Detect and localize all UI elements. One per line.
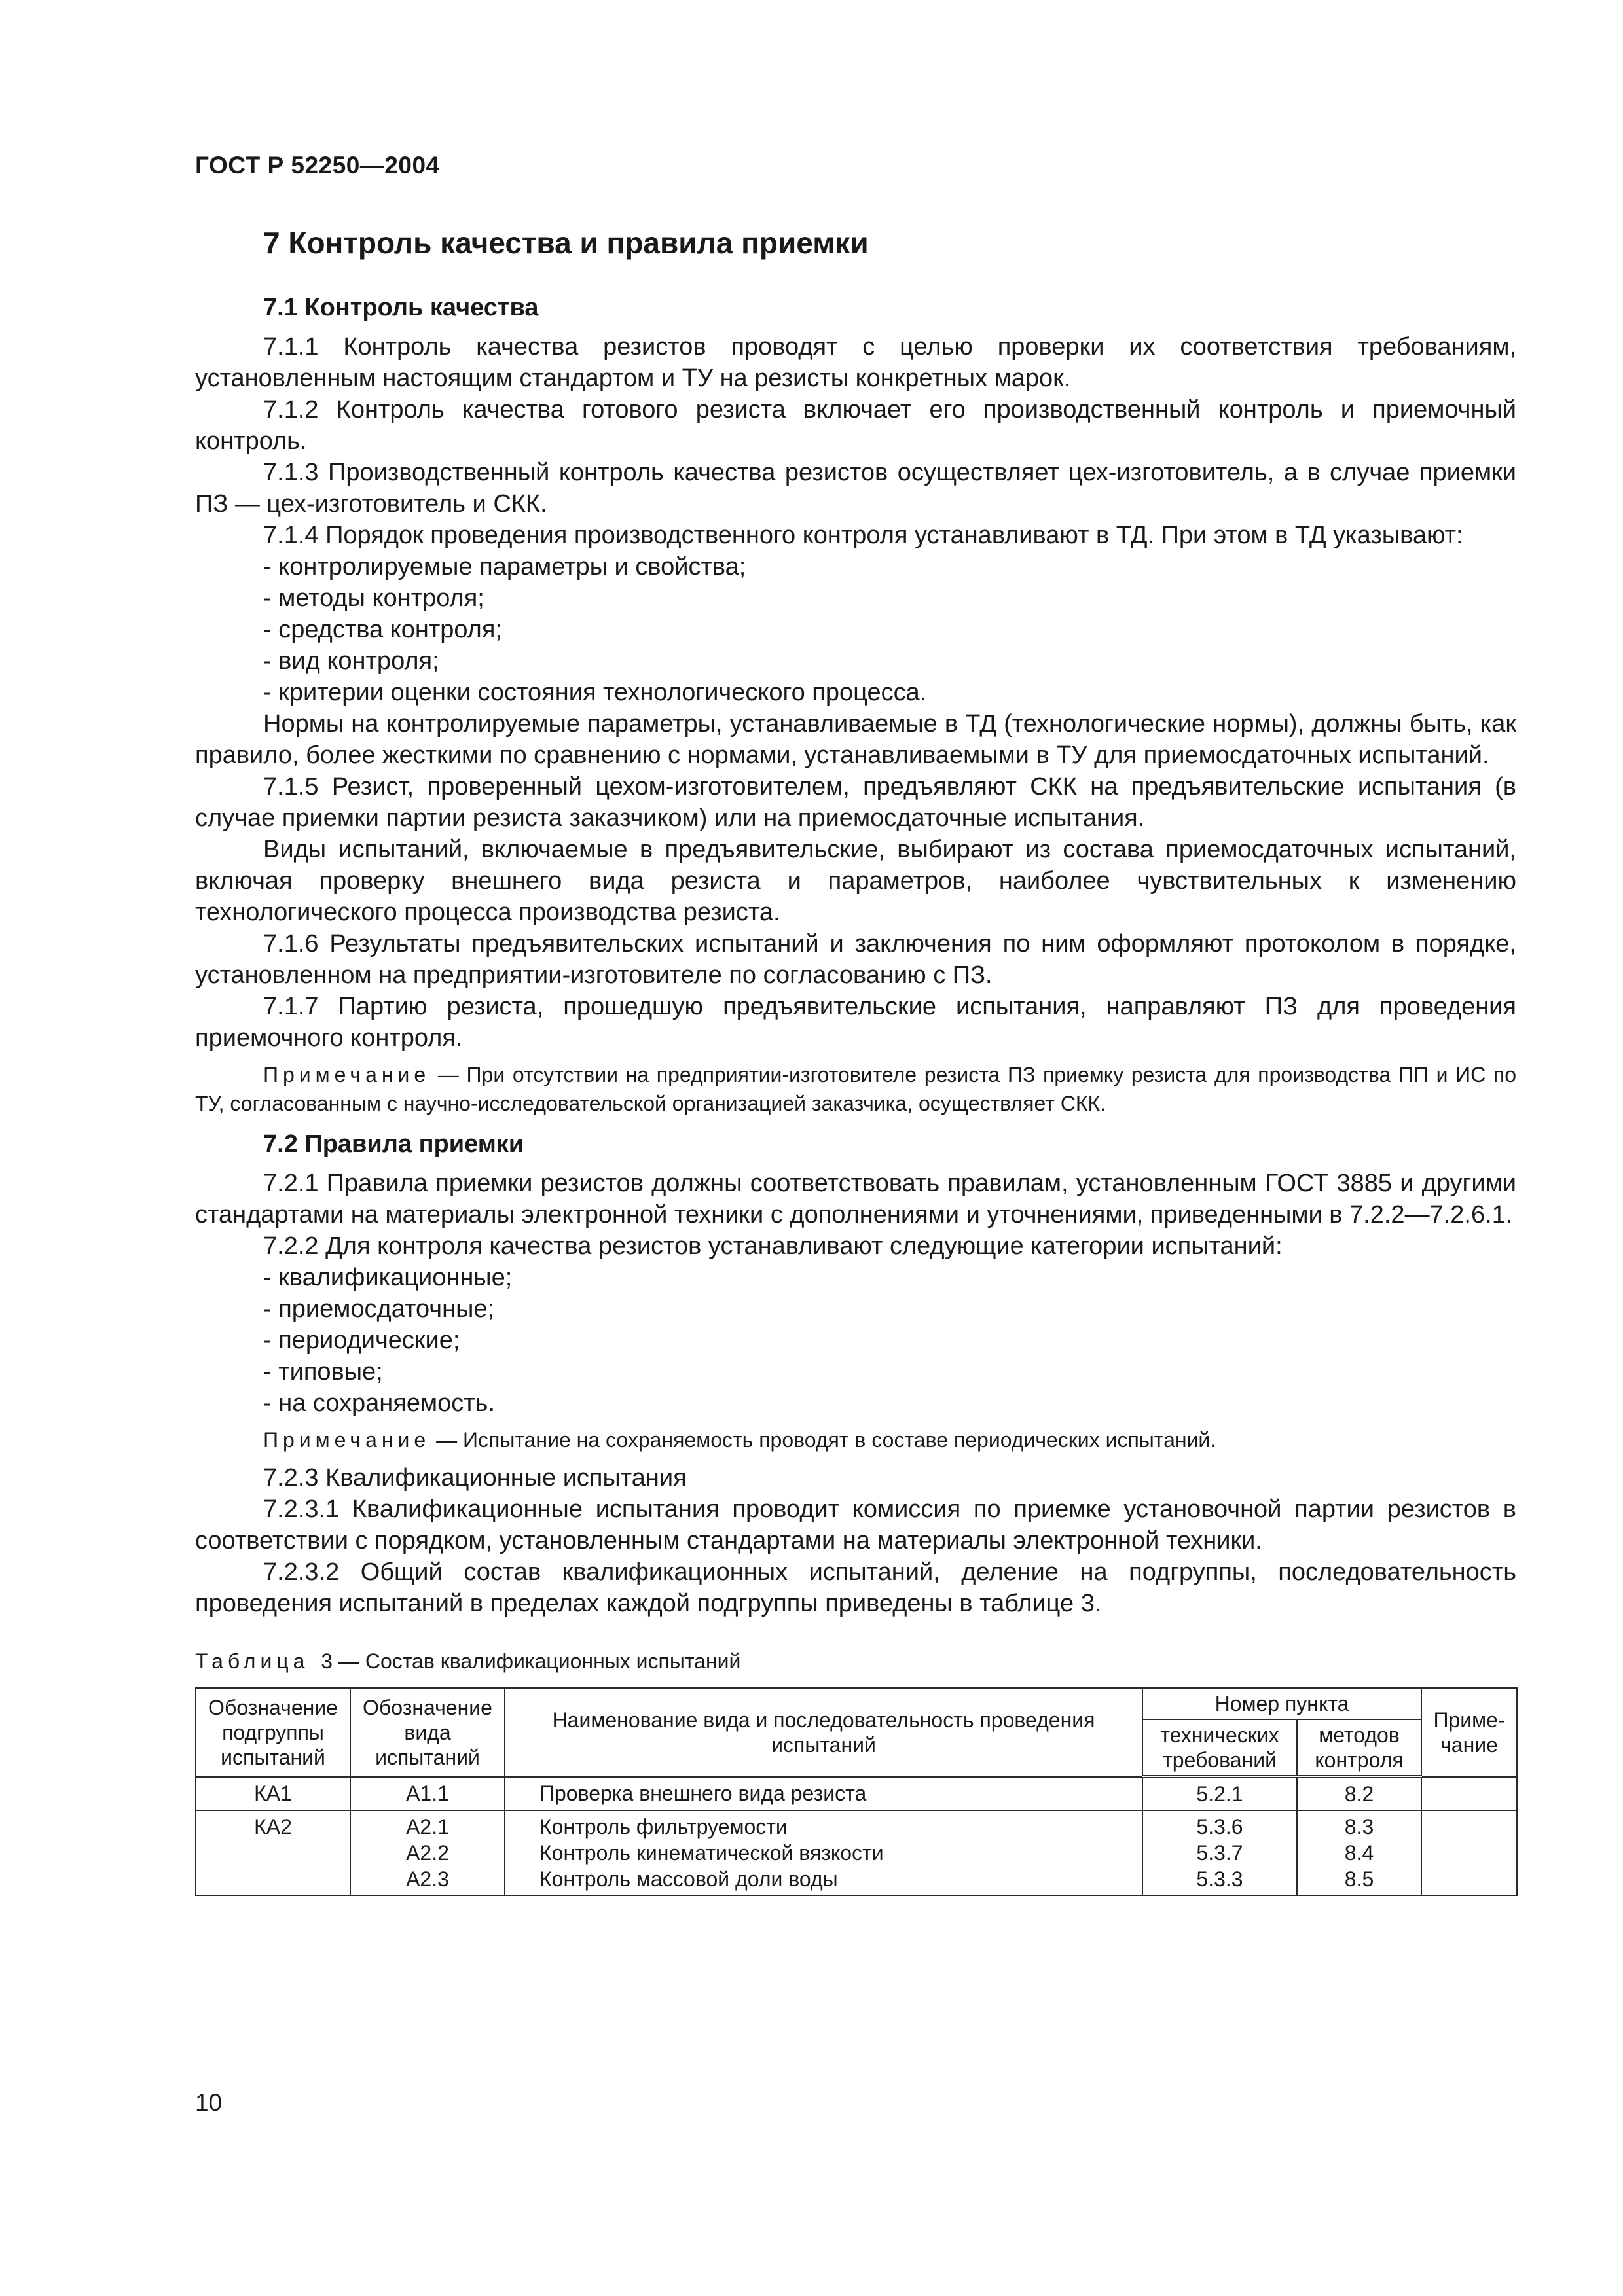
note-label: Примечание	[263, 1428, 431, 1452]
paragraph-norms: Нормы на контролируемые параметры, устанавливаемые в ТД (технологические нормы), должны быть, как правило, более жесткими по сравнению с нормами, устанавливаемыми в ТУ для приемосдаточных испытаний.	[195, 710, 1516, 769]
list-item: - на сохраняемость.	[263, 1390, 496, 1417]
cell-requirement: 5.2.1	[1142, 1777, 1297, 1811]
cell-line	[1427, 1814, 1511, 1840]
header-note: Приме-чание	[1421, 1688, 1517, 1777]
list-item: - контролируемые параметры и свойства;	[263, 553, 746, 581]
subsection-title-acceptance-rules: 7.2 Правила приемки	[263, 1130, 524, 1158]
cell-test-type	[350, 1810, 505, 1895]
note-storage-test	[195, 1426, 1516, 1454]
cell-note	[1421, 1777, 1517, 1811]
cell-subgroup: КА1	[196, 1777, 350, 1811]
header-subgroup: Обозначение подгруппы испытаний	[196, 1688, 350, 1777]
list-item: - квалификационные;	[263, 1264, 513, 1291]
cell-line: А2.3	[406, 1867, 449, 1891]
cell-line	[202, 1840, 344, 1866]
header-test-type: Обозначение вида испытаний	[350, 1688, 505, 1777]
table-header-row	[196, 1688, 1517, 1719]
cell-line: 5.3.3	[1196, 1867, 1243, 1891]
list-item: - средства контроля;	[263, 616, 502, 643]
paragraph-7-1-6: 7.1.6 Результаты предъявительских испытаний и заключения по ним оформляют протоколом в порядке, установленном на предприятии-изготовителе по согласованию с ПЗ.	[195, 930, 1516, 989]
cell-line: 5.3.7	[1196, 1841, 1243, 1865]
section-title: 7 Контроль качества и правила приемки	[263, 226, 869, 260]
note-text: — Испытание на сохраняемость проводят в составе периодических испытаний.	[430, 1428, 1216, 1452]
cell-test-name: Проверка внешнего вида резиста	[505, 1777, 1142, 1811]
cell-line: 8.5	[1344, 1867, 1374, 1891]
list-item: - приемосдаточные;	[263, 1295, 495, 1323]
qualification-tests-table	[195, 1687, 1518, 1896]
cell-line: КА2	[254, 1815, 292, 1839]
paragraph-7-2-1: 7.2.1 Правила приемки резистов должны соответствовать правилам, установленным ГОСТ 3885 и другими стандартами на материалы электронной техники с дополнениями и уточнениями, приведенными в 7.2.2—7.2.6.1.	[195, 1170, 1516, 1229]
cell-method	[1297, 1810, 1421, 1895]
header-test-name: Наименование вида и последовательность проведения испытаний	[505, 1688, 1142, 1777]
note-label: Примечание	[263, 1063, 431, 1086]
cell-note	[1421, 1810, 1517, 1895]
table-caption	[195, 1647, 1516, 1676]
paragraph-7-1-4: 7.1.4 Порядок проведения производственного контроля устанавливают в ТД. При этом в ТД указывают:	[263, 522, 1463, 549]
cell-line: Контроль фильтруемости	[539, 1815, 788, 1839]
document-code: ГОСТ Р 52250—2004	[195, 152, 440, 179]
note-quality-control	[195, 1060, 1516, 1118]
cell-line	[1427, 1840, 1511, 1866]
cell-line: 5.3.6	[1196, 1815, 1243, 1839]
subsection-title-quality-control: 7.1 Контроль качества	[263, 294, 539, 321]
table-row	[196, 1810, 1517, 1895]
cell-subgroup	[196, 1810, 350, 1895]
paragraph-7-1-1: 7.1.1 Контроль качества резистов проводят с целью проверки их соответствия требованиям, установленным настоящим стандартом и ТУ на резисты конкретных марок.	[195, 333, 1516, 392]
header-test-methods: методов контроля	[1297, 1719, 1421, 1777]
cell-line: А2.2	[406, 1841, 449, 1865]
cell-line: Контроль кинематической вязкости	[539, 1841, 884, 1865]
header-clause-number: Номер пункта	[1142, 1688, 1421, 1719]
cell-test-name	[505, 1810, 1142, 1895]
cell-line	[1427, 1866, 1511, 1892]
table-row	[196, 1777, 1517, 1811]
paragraph-test-types: Виды испытаний, включаемые в предъявительские, выбирают из состава приемосдаточных испытаний, включая проверку внешнего вида резиста и параметров, наиболее чувствительных к изменению технологического процесса производства резиста.	[195, 836, 1516, 926]
list-item: - критерии оценки состояния технологического процесса.	[263, 679, 927, 706]
table-caption-text: 3 — Состав квалификационных испытаний	[321, 1649, 741, 1673]
list-item: - периодические;	[263, 1327, 460, 1354]
cell-line: Контроль массовой доли воды	[539, 1867, 838, 1891]
note-text: — При отсутствии на предприятии-изготовителе резиста ПЗ приемку резиста для производства ПП и ИС по ТУ, согласованным с научно-исследовательской организацией заказчика, осуществляет СКК.	[195, 1063, 1516, 1115]
header-tech-requirements: технических требований	[1142, 1719, 1297, 1777]
list-item: - типовые;	[263, 1358, 383, 1386]
paragraph-7-2-3-1: 7.2.3.1 Квалификационные испытания проводит комиссия по приемке установочной партии резистов в соответствии с порядком, установленным стандартами на материалы электронной техники.	[195, 1496, 1516, 1554]
cell-test-type: А1.1	[350, 1777, 505, 1811]
table-caption-label: Таблица	[195, 1649, 310, 1673]
paragraph-7-1-2: 7.1.2 Контроль качества готового резиста включает его производственный контроль и приемочный контроль.	[195, 396, 1516, 455]
paragraph-7-2-2: 7.2.2 Для контроля качества резистов устанавливают следующие категории испытаний:	[263, 1232, 1283, 1260]
cell-line: 8.3	[1344, 1815, 1374, 1839]
paragraph-7-1-5: 7.1.5 Резист, проверенный цехом-изготовителем, предъявляют СКК на предъявительские испытания (в случае приемки партии резиста заказчиком) или на приемосдаточные испытания.	[195, 773, 1516, 832]
paragraph-7-1-3: 7.1.3 Производственный контроль качества резистов осуществляет цех-изготовитель, а в случае приемки ПЗ — цех-изготовитель и СКК.	[195, 459, 1516, 518]
paragraph-7-2-3-2: 7.2.3.2 Общий состав квалификационных испытаний, деление на подгруппы, последовательность проведения испытаний в пределах каждой подгруппы приведены в таблице 3.	[195, 1558, 1516, 1617]
cell-line	[202, 1866, 344, 1892]
list-item: - методы контроля;	[263, 584, 484, 612]
paragraph-7-2-3: 7.2.3 Квалификационные испытания	[263, 1464, 687, 1492]
list-item: - вид контроля;	[263, 647, 439, 675]
page-content	[195, 223, 1516, 1896]
cell-line: 8.4	[1344, 1841, 1374, 1865]
paragraph-7-1-7: 7.1.7 Партию резиста, прошедшую предъявительские испытания, направляют ПЗ для проведения приемочного контроля.	[195, 993, 1516, 1052]
cell-method: 8.2	[1297, 1777, 1421, 1811]
page-number: 10	[195, 2089, 223, 2116]
cell-requirement	[1142, 1810, 1297, 1895]
cell-line: А2.1	[406, 1815, 449, 1839]
